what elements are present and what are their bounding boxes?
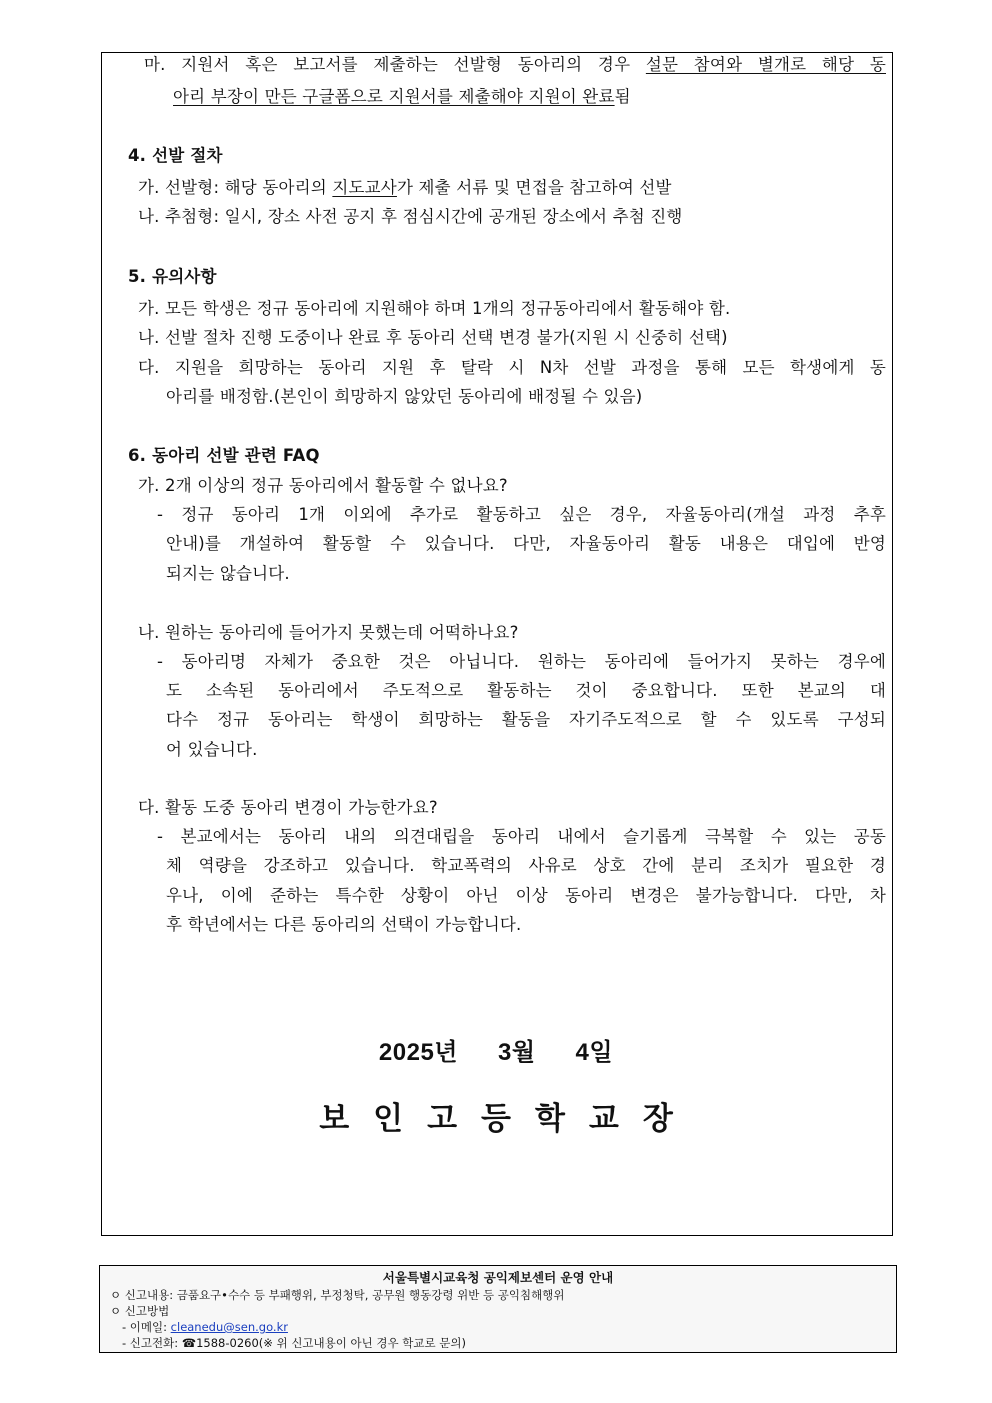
date-year: 2025년: [378, 1039, 458, 1066]
faq-answer-2-line4: 어 있습니다.: [166, 740, 258, 759]
date-month: 3월: [497, 1039, 536, 1066]
section-5-item-ga: 가. 모든 학생은 정규 동아리에 지원해야 하며 1개의 정규동아리에서 활동해야 함.: [138, 299, 731, 318]
notice-phone-line: - 신고전화: ☎1588-0260(※ 위 신고내용이 아닌 경우 학교로 문의): [122, 1336, 466, 1350]
section-5-title: 5. 유의사항: [128, 267, 217, 286]
section-5-item-da-line2: 아리를 배정함.(본인이 희망하지 않았던 동아리에 배정될 수 있음): [166, 387, 643, 406]
section-5-item-da-line1: 다. 지원을 희망하는 동아리 지원 후 탈락 시 N차 선발 과정을 통해 모든 학생에게 동: [138, 358, 886, 377]
faq-answer-1-line3: 되지는 않습니다.: [166, 564, 290, 583]
faq-answer-3-line1: - 본교에서는 동아리 내의 의견대립을 동아리 내에서 슬기롭게 극복할 수 있는 공동: [157, 827, 886, 846]
faq-answer-1-line2: 안내)를 개설하여 활동할 수 있습니다. 다만, 자율동아리 활동 내용은 대입에 반영: [166, 534, 886, 553]
report-center-notice: [99, 1265, 897, 1353]
notice-report-method: ㅇ 신고방법: [110, 1304, 170, 1318]
notice-email-line: [122, 1319, 288, 1335]
faq-answer-3-line3: 우나, 이에 준하는 특수한 상황이 아닌 이상 동아리 변경은 불가능합니다. 다만, 차: [166, 886, 886, 905]
item-ma-line1: 마. 지원서 혹은 보고서를 제출하는 선발형 동아리의 경우 설문 참여와 별개로 해당 동: [144, 55, 886, 74]
faq-question-3: 다. 활동 도중 동아리 변경이 가능한가요?: [138, 798, 438, 817]
faq-answer-2-line2: 도 소속된 동아리에서 주도적으로 활동하는 것이 중요합니다. 또한 본교의 대: [166, 681, 886, 700]
faq-answer-3-line2: 체 역량을 강조하고 있습니다. 학교폭력의 사유로 상호 간에 분리 조치가 필요한 경: [166, 856, 886, 875]
email-label: - 이메일:: [122, 1320, 171, 1334]
faq-answer-3-line4: 후 학년에서는 다른 동아리의 선택이 가능합니다.: [166, 915, 522, 934]
section-4-item-na: 나. 추첨형: 일시, 장소 사전 공지 후 점심시간에 공개된 장소에서 추첨 진행: [138, 207, 683, 226]
faq-question-2: 나. 원하는 동아리에 들어가지 못했는데 어떡하나요?: [138, 623, 519, 642]
email-link[interactable]: cleanedu@sen.go.kr: [170, 1320, 288, 1334]
section-5-item-na: 나. 선발 절차 진행 도중이나 완료 후 동아리 선택 변경 불가(지원 시 신중히 선택): [138, 328, 728, 347]
faq-answer-1-line1: - 정규 동아리 1개 이외에 추가로 활동하고 싶은 경우, 자율동아리(개설 과정 추후: [157, 505, 886, 524]
item-ma-line2: 아리 부장이 만든 구글폼으로 지원서를 제출해야 지원이 완료됨: [173, 87, 631, 106]
section-6-title: 6. 동아리 선발 관련 FAQ: [128, 446, 320, 465]
notice-report-content: ㅇ 신고내용: 금품요구•수수 등 부패행위, 부정청탁, 공무원 행동강령 위반 등 공익침해행위: [110, 1288, 565, 1302]
document-date: [0, 1032, 992, 1067]
notice-title: 서울특별시교육청 공익제보센터 운영 안내: [382, 1270, 614, 1285]
school-principal-signature: 보인고등학교장: [319, 1101, 697, 1137]
section-4-item-ga: 가. 선발형: 해당 동아리의 지도교사가 제출 서류 및 면접을 참고하여 선발: [138, 178, 672, 197]
date-day: 4일: [575, 1039, 614, 1066]
faq-answer-2-line3: 다수 정규 동아리는 학생이 희망하는 활동을 자기주도적으로 할 수 있도록 구성되: [166, 710, 886, 729]
faq-question-1: 가. 2개 이상의 정규 동아리에서 활동할 수 없나요?: [138, 476, 508, 495]
faq-answer-2-line1: - 동아리명 자체가 중요한 것은 아닙니다. 원하는 동아리에 들어가지 못하는 경우에: [157, 652, 886, 671]
section-4-title: 4. 선발 절차: [128, 146, 223, 165]
